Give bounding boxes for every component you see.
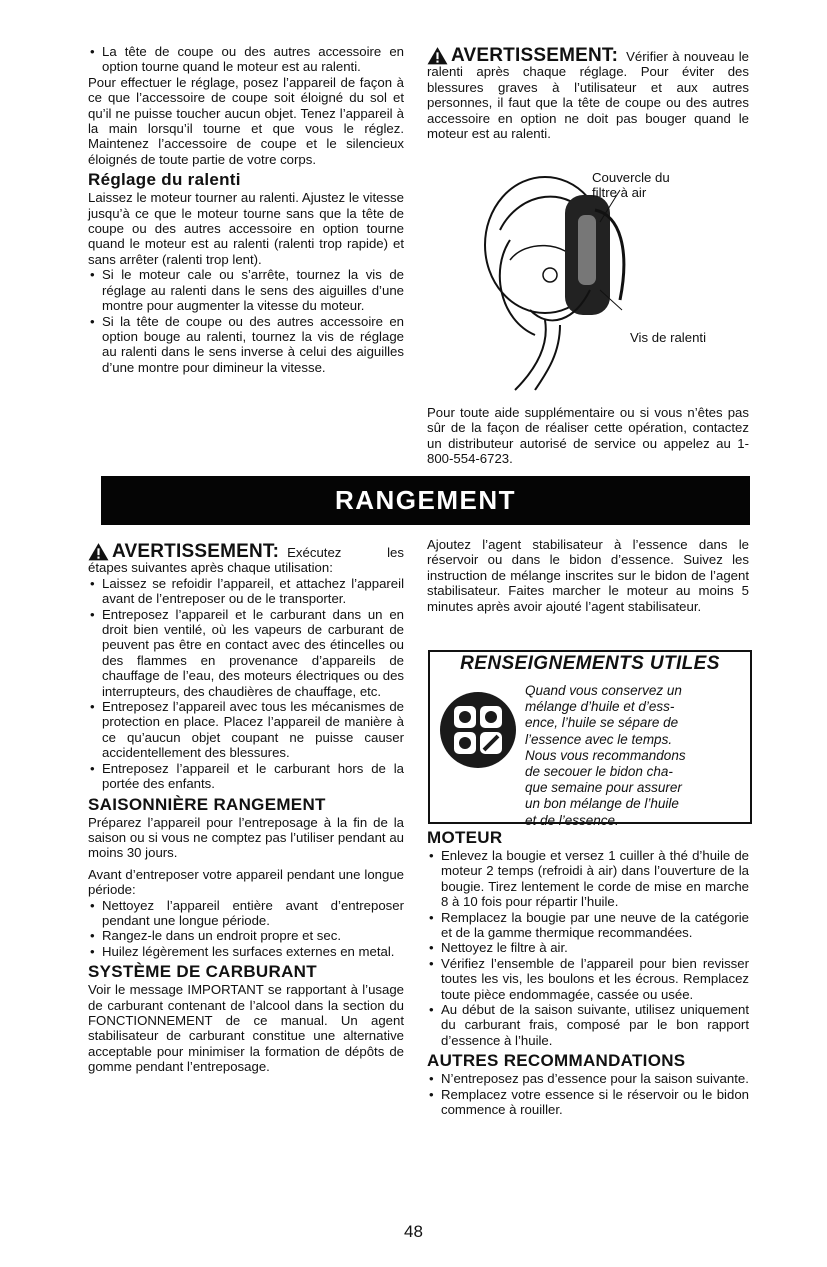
info-line: que semaine pour assurer	[525, 780, 682, 796]
info-title: RENSEIGNEMENTS UTILES	[460, 653, 720, 674]
section-banner: RANGEMENT	[101, 476, 750, 525]
storage-warning-block	[88, 540, 404, 576]
adjust-paragraph: Pour effectuer le réglage, posez l’appareil de façon à ce que l’accessoire de coupe soit éloigné du sol et qu’il ne puisse toucher aucun objet. Tenez l’appareil à la main lorsqu’il tourne et que vous le réglez. Maintenez l’accessoire de coupe et le silencieux éloignés de toute partie de votre corps.	[88, 74, 404, 167]
fuel-heading: SYSTÈME DE CARBURANT	[88, 962, 317, 982]
list-item: • Huilez légèrement les surfaces externes en metal.	[88, 944, 404, 959]
info-box	[428, 650, 752, 828]
list-item: • Au début de la saison suivante, utilisez uniquement du carburant frais, composé par le bon rapport d’essence à l’huile.	[427, 1002, 749, 1048]
list-item: • Rangez-le dans un endroit propre et sec.	[88, 928, 404, 943]
top-right-column	[427, 44, 749, 141]
list-item: • Remplacez la bougie par une neuve de la catégorie et de la gamme thermique recommandées.	[427, 910, 749, 941]
info-line: mélange d’huile et d’ess-	[525, 699, 675, 715]
idle-screw-label: Vis de ralenti	[630, 330, 706, 345]
season-heading: SAISONNIÈRE RANGEMENT	[88, 794, 326, 814]
top-left-column	[88, 44, 404, 375]
info-line: de secouer le bidon cha-	[525, 764, 673, 780]
list-item: • Laissez se refoidir l’appareil, et attachez l’appareil avant de l’entreposer ou de le transporter.	[88, 576, 404, 607]
info-text	[525, 683, 742, 829]
list-item: • La tête de coupe ou des autres accessoire en option tourne quand le moteur est au ralenti.	[88, 44, 404, 75]
idle-bullets	[88, 267, 404, 375]
warning-text: Vérifier à nouveau le ralenti après chaque réglage. Pour éviter des blessures graves à l’utilisateur et aux autres personnes, il faut que la tête de coupe ou des autres accessoire en option ne doit pas bouger quand le moteur est au ralenti.	[427, 49, 749, 142]
info-badge-icon	[438, 690, 518, 770]
list-item: • Entreposez l’appareil avec tous les mécanismes de protection en place. Placez l’appareil de manière à ce qu’aucun objet coupant ne puisse causer accidentellement des blessures.	[88, 699, 404, 761]
warning-triangle-icon	[427, 46, 448, 65]
list-item: • Vérifiez l’ensemble de l’appareil pour bien revisser toutes les vis, les boulons et les écrous. Remplacez toute pièce endommagée, cassée ou usée.	[427, 956, 749, 1002]
idle-paragraph: Laissez le moteur tourner au ralenti. Ajustez le vitesse jusqu’à ce que le moteur tourne sans que la tête de coupe ou des autres accessoire en option tourne quand le moteur est au ralenti (ralenti trop rapide) et sans arrêter (ralenti trop lent).	[88, 190, 404, 267]
page-number: 48	[404, 1222, 423, 1241]
other-heading: AUTRES RECOMMANDATIONS	[427, 1051, 686, 1071]
season-paragraph-1: Préparez l’appareil pour l’entreposage à la fin de la saison ou si vous ne comptez pas l’utiliser pendant au moins 30 jours.	[88, 814, 404, 861]
list-item: • Nettoyez l’appareil entière avant d’entreposer pendant une longue période.	[88, 898, 404, 929]
warning-triangle-icon	[88, 542, 109, 561]
engine-figure	[480, 170, 760, 395]
help-paragraph-wrap	[427, 405, 749, 467]
storage-bullets	[88, 576, 404, 792]
list-item: • Entreposez l’appareil et le carburant hors de la portée des enfants.	[88, 761, 404, 792]
help-paragraph: Pour toute aide supplémentaire ou si vous n’êtes pas sûr de la façon de réaliser cette opération, contactez un distributeur autorisé de service ou appelez au 1-800-554-6723.	[427, 405, 749, 467]
warning-label: AVERTISSEMENT:	[451, 45, 619, 66]
info-line: ence, l’huile se sépare de	[525, 715, 679, 731]
list-item: • Entreposez l’appareil et le carburant dans un en droit bien ventilé, où les vapeurs de carburant de peuvent pas être en contact avec des étincelles ou des flammes en provenance d’appareils de chauffage de l’eau, des moteurs électriques ou des interrupteurs, des chaudières de chauffage, etc.	[88, 607, 404, 699]
season-paragraph-2: Avant d’entreposer votre appareil pendant une longue période:	[88, 866, 404, 898]
info-line: Nous vous recommandons	[525, 747, 686, 763]
list-item: • Enlevez la bougie et versez 1 cuiller à thé d’huile de moteur 2 temps (refroidi à air) dans l’ouverture de la bougie. Tirez lentement le corde de mise en marche 8 à 10 fois pour répartir l’huile.	[427, 848, 749, 910]
list-item: • Si la tête de coupe ou des autres accessoire en option bouge au ralenti, tournez la vis de réglage au ralenti dans le sens inverse à celui des aiguilles d’une montre pour dimineur la vitesse.	[88, 314, 404, 376]
bottom-left-column	[88, 540, 404, 1075]
list-item: • Si le moteur cale ou s’arrête, tournez la vis de réglage au ralenti dans le sens des aiguilles d’une montre pour augmenter la vitesse du moteur.	[88, 267, 404, 313]
list-item: • N’entreposez pas d’essence pour la saison suivante.	[427, 1071, 749, 1086]
list-item: • Remplacez votre essence si le réservoir ou le bidon commence à rouiller.	[427, 1087, 749, 1118]
info-line: l’essence avec le temps.	[525, 731, 673, 747]
other-bullets	[427, 1071, 749, 1117]
warning-text: Exécutez les étapes suivantes après chaque utilisation:	[88, 545, 404, 576]
bottom-right-column	[427, 537, 749, 614]
fuel-paragraph: Voir le message IMPORTANT se rapportant à l’usage de carburant contenant de l’alcool dans la section du FONCTIONNEMENT de ce manual. Un agent stabilisateur de carburant constitue une alternative acceptable pour minimiser la formation de dépôts de gomme pendant l’entreposage.	[88, 982, 404, 1075]
info-line: un bon mélange de l’huile	[525, 796, 679, 812]
air-filter-label: Couvercle du filtre à air	[592, 170, 670, 201]
season-bullets	[88, 898, 404, 960]
list-item: • Nettoyez le filtre à air.	[427, 940, 749, 955]
warning-block	[427, 44, 749, 141]
intro-bullets	[88, 44, 404, 75]
warning-label: AVERTISSEMENT:	[112, 541, 280, 562]
idle-heading: Réglage du ralenti	[88, 170, 241, 190]
info-line: et de l’essence.	[525, 812, 619, 828]
motor-bullets	[427, 848, 749, 1048]
motor-heading: MOTEUR	[427, 828, 503, 847]
info-line: Quand vous conservez un	[525, 683, 682, 698]
stabilizer-paragraph: Ajoutez l’agent stabilisateur à l’essence dans le réservoir ou dans le bidon d’essence. Suivez les instruction de mélange inscrites sur le bidon de l’agent stabilisateur. Faites marcher le moteur au moins 5 minutes après avoir ajouté l’agent stabilisateur.	[427, 537, 749, 614]
maintenance-section	[427, 828, 749, 1118]
engine-illustration	[480, 170, 760, 395]
